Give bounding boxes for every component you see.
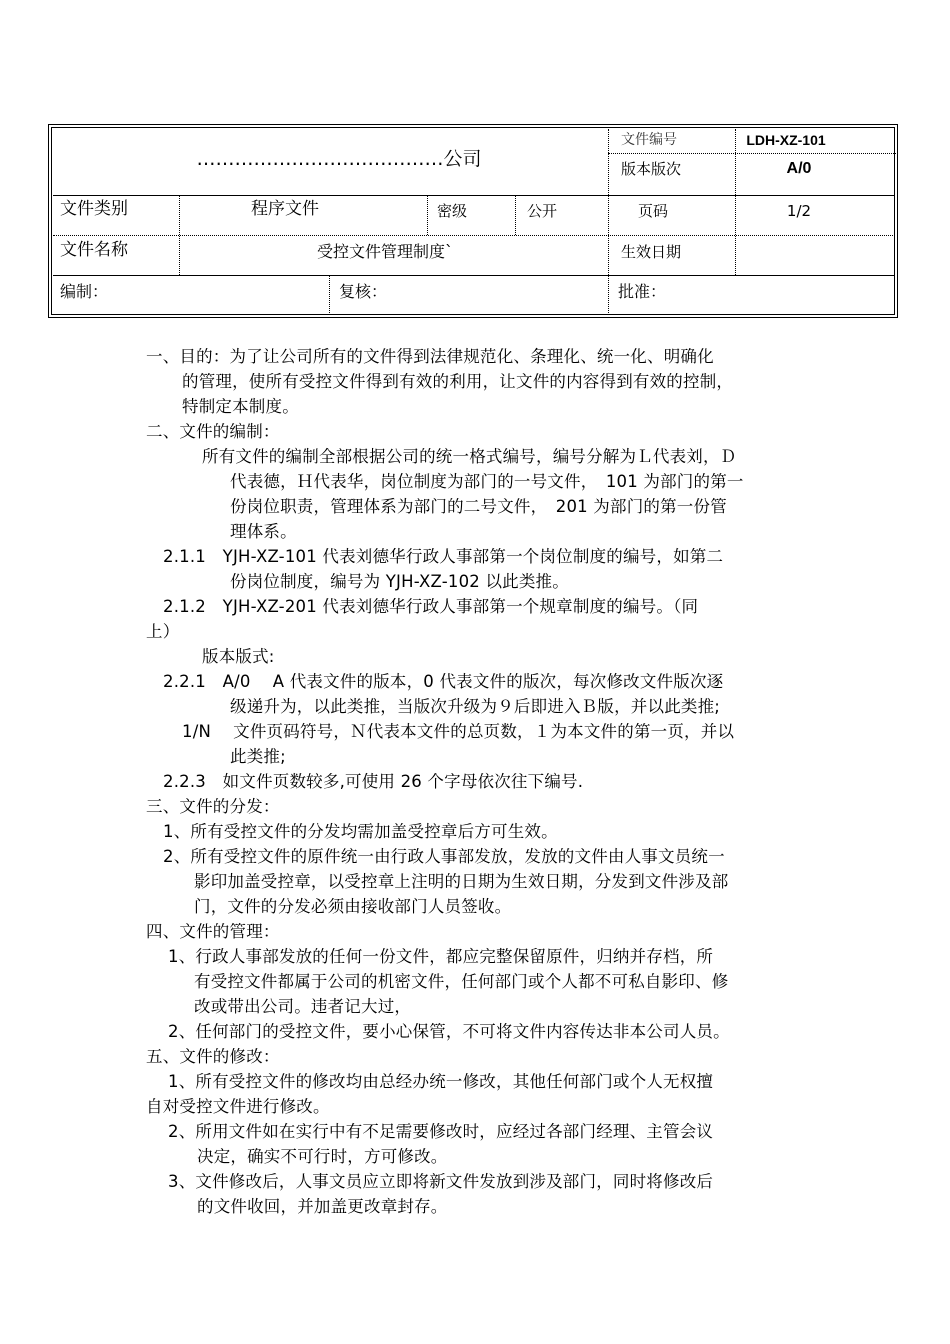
approved-label: 批准： (618, 282, 667, 301)
body-line: 2、任何部门的受控文件，要小心保管，不可将文件内容传达非本公司人员。 (168, 1022, 730, 1041)
document-header-table (48, 124, 898, 318)
body-line: 影印加盖受控章，以受控章上注明的日期为生效日期，分发到文件涉及部 (194, 872, 729, 891)
col-divider (515, 195, 516, 235)
body-line: 此类推; (230, 747, 286, 766)
body-line: 代表德，Ｈ代表华，岗位制度为部门的一号文件， 101 为部门的第一 (230, 472, 744, 491)
row-divider (608, 153, 896, 154)
section-heading: 五、文件的修改： (146, 1047, 280, 1066)
body-line: 2、所有受控文件的原件统一由行政人事部发放，发放的文件由人事文员统一 (163, 847, 725, 866)
body-line: 2.2.3 如文件页数较多,可使用 26 个字母依次往下编号. (163, 772, 584, 791)
col-divider (427, 195, 428, 235)
row-divider (53, 275, 895, 276)
body-line: 门，文件的分发必须由接收部门人员签收。 (194, 897, 512, 916)
body-line: 1、所有受控文件的分发均需加盖受控章后方可生效。 (163, 822, 558, 841)
version-value: A/0 (786, 160, 812, 177)
company-name: …………………………………公司 (196, 148, 482, 170)
body-line: 版本版式: (202, 647, 275, 666)
body-line: 上） (146, 622, 180, 641)
doc-no-label: 文件编号 (621, 132, 677, 148)
body-line: 1、行政人事部发放的任何一份文件，都应完整保留原件，归纳并存档，所 (168, 947, 714, 966)
body-line: 2、所用文件如在实行中有不足需要修改时，应经过各部门经理、主管会议 (168, 1122, 714, 1141)
page-value: 1/2 (786, 202, 812, 220)
body-line: 的管理，使所有受控文件得到有效的利用，让文件的内容得到有效的控制， (182, 372, 734, 391)
category-value: 程序文件 (251, 199, 319, 219)
version-label: 版本版次 (621, 160, 682, 178)
body-line: 一、目的：为了让公司所有的文件得到法律规范化、条理化、统一化、明确化 (146, 347, 714, 366)
body-line: 理体系。 (230, 522, 297, 541)
name-value: 受控文件管理制度` (316, 242, 453, 261)
prepared-label: 编制： (60, 282, 109, 301)
effective-label: 生效日期 (621, 243, 682, 261)
body-line: 级递升为，以此类推，当版次升级为９后即进入Ｂ版，并以此类推; (230, 697, 721, 716)
section-heading: 三、文件的分发： (146, 797, 280, 816)
body-line: 自对受控文件进行修改。 (146, 1097, 330, 1116)
secret-value: 公开 (527, 202, 558, 220)
body-line: 份岗位职责，管理体系为部门的二号文件， 201 为部门的第一份管 (230, 497, 727, 516)
body-line: 决定，确实不可行时，方可修改。 (197, 1147, 448, 1166)
body-line: 2.2.1 A/0 A 代表文件的版本，0 代表文件的版次，每次修改文件版次逐 (163, 672, 724, 691)
doc-no-value: LDH-XZ-101 (746, 132, 826, 148)
body-line: 2.1.1 YJH-XZ-101 代表刘德华行政人事部第一个岗位制度的编号，如第二 (163, 547, 724, 566)
body-line: 1、所有受控文件的修改均由总经办统一修改，其他任何部门或个人无权擅 (168, 1072, 714, 1091)
col-divider (329, 275, 330, 315)
body-line: 所有文件的编制全部根据公司的统一格式编号，编号分解为Ｌ代表刘，Ｄ (202, 447, 737, 466)
body-line: 改或带出公司。违者记大过， (194, 997, 412, 1016)
page-label: 页码 (638, 202, 669, 220)
section-heading: 四、文件的管理： (146, 922, 280, 941)
body-line: 的文件收回，并加盖更改章封存。 (197, 1197, 448, 1216)
category-label: 文件类别 (60, 199, 128, 219)
body-line: 特制定本制度。 (182, 397, 299, 416)
body-line: 3、文件修改后，人事文员应立即将新文件发放到涉及部门，同时将修改后 (168, 1172, 714, 1191)
body-line: 1/N 文件页码符号，Ｎ代表本文件的总页数，１为本文件的第一页，并以 (182, 722, 735, 741)
body-line: 有受控文件都属于公司的机密文件，任何部门或个人都不可私自影印、修 (194, 972, 729, 991)
reviewed-label: 复核： (339, 282, 388, 301)
section-heading: 二、文件的编制： (146, 422, 280, 441)
name-label: 文件名称 (60, 240, 128, 260)
secret-label: 密级 (437, 202, 468, 220)
body-line: 份岗位制度，编号为 YJH-XZ-102 以此类推。 (230, 572, 569, 591)
body-line: 2.1.2 YJH-XZ-201 代表刘德华行政人事部第一个规章制度的编号。（同 (163, 597, 699, 616)
col-divider (608, 129, 609, 315)
